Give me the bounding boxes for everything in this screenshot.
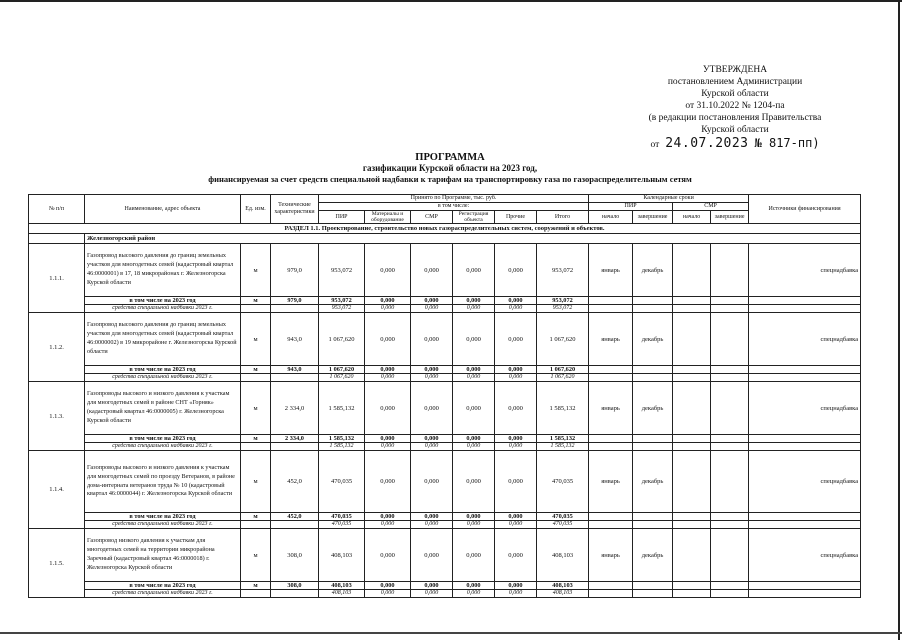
subsidy-blank — [673, 521, 711, 529]
approval-date: 24.07.2023 — [665, 136, 749, 151]
header-incl: в том числе: — [319, 203, 589, 211]
table-row-total — [29, 435, 861, 443]
total-label: в том числе на 2023 год — [85, 513, 241, 521]
subsidy-other: 0,000 — [495, 305, 537, 313]
subsidy-blank — [633, 590, 673, 598]
total-label: в том числе на 2023 год — [85, 297, 241, 305]
approval-line-3: от 31.10.2022 № 1204-па — [685, 101, 785, 111]
total-blank — [749, 582, 861, 590]
row-start: январь — [589, 313, 633, 366]
row-total: 470,035 — [537, 451, 589, 513]
row-source: спецнадбавка — [749, 382, 861, 435]
total-blank — [633, 435, 673, 443]
total-blank — [711, 366, 749, 374]
total-blank — [589, 366, 633, 374]
table-row — [29, 313, 861, 366]
row-smr: 0,000 — [411, 529, 453, 582]
subsidy-blank — [673, 374, 711, 382]
page-border-bottom — [0, 632, 902, 634]
subsidy-blank — [633, 374, 673, 382]
subsidy-smr: 0,000 — [411, 590, 453, 598]
total-other: 0,000 — [495, 582, 537, 590]
total-tech: 308,0 — [271, 582, 319, 590]
row-pir: 953,072 — [319, 244, 365, 297]
row-name: Газопровод высокого давления до границ земельных участков для многодетных семей (кадастровый квартал 46:0000002) в 19 микрорайоне г. Железногорска Курской области — [85, 313, 241, 366]
row-start: январь — [589, 529, 633, 582]
row-tech: 452,0 — [271, 451, 319, 513]
row-smr: 0,000 — [411, 244, 453, 297]
total-materials: 0,000 — [365, 582, 411, 590]
subsidy-total: 470,035 — [537, 521, 589, 529]
total-unit: м — [241, 366, 271, 374]
section-title: РАЗДЕЛ 1.1. Проектирование, строительство новых газораспределительных систем, сооружений и объектов. — [29, 224, 861, 234]
header-start-2: начало — [673, 211, 711, 224]
row-unit: м — [241, 244, 271, 297]
row-unit: м — [241, 529, 271, 582]
table-row-total — [29, 297, 861, 305]
row-tech: 979,0 — [271, 244, 319, 297]
approval-title: УТВЕРЖДЕНА — [702, 65, 768, 75]
approval-line-4: (в редакции постановления Правительства — [648, 113, 822, 123]
table-row-subsidy — [29, 443, 861, 451]
table-row-total — [29, 582, 861, 590]
row-smr: 0,000 — [411, 451, 453, 513]
subsidy-blank — [673, 305, 711, 313]
subsidy-pir: 953,072 — [319, 305, 365, 313]
approval-number: № 817-пп) — [754, 136, 820, 150]
total-tech: 2 334,0 — [271, 435, 319, 443]
approval-line-5: Курской области — [701, 125, 769, 135]
subsidy-smr: 0,000 — [411, 443, 453, 451]
row-tech: 943,0 — [271, 313, 319, 366]
total-total: 470,035 — [537, 513, 589, 521]
total-blank — [589, 582, 633, 590]
total-reg: 0,000 — [453, 513, 495, 521]
row-num: 1.1.5. — [29, 529, 85, 598]
subsidy-materials: 0,000 — [365, 521, 411, 529]
row-smr-end — [711, 244, 749, 297]
approval-line-1: постановлением Администрации — [667, 77, 803, 87]
total-other: 0,000 — [495, 435, 537, 443]
table-row-subsidy — [29, 374, 861, 382]
total-unit: м — [241, 513, 271, 521]
subsidy-pir: 1 067,620 — [319, 374, 365, 382]
district-blank — [29, 234, 85, 244]
row-reg: 0,000 — [453, 244, 495, 297]
subsidy-tech — [271, 443, 319, 451]
row-materials: 0,000 — [365, 313, 411, 366]
total-total: 1 067,620 — [537, 366, 589, 374]
total-smr: 0,000 — [411, 435, 453, 443]
total-blank — [749, 297, 861, 305]
row-total: 408,103 — [537, 529, 589, 582]
table-row-total — [29, 513, 861, 521]
subsidy-blank — [711, 374, 749, 382]
subsidy-blank — [633, 443, 673, 451]
table-row-subsidy — [29, 521, 861, 529]
subsidy-reg: 0,000 — [453, 443, 495, 451]
total-blank — [633, 297, 673, 305]
subsidy-pir: 1 585,132 — [319, 443, 365, 451]
row-start: январь — [589, 451, 633, 513]
total-unit: м — [241, 435, 271, 443]
total-blank — [633, 582, 673, 590]
total-other: 0,000 — [495, 366, 537, 374]
row-pir: 1 585,132 — [319, 382, 365, 435]
row-end: декабрь — [633, 313, 673, 366]
subsidy-blank — [673, 590, 711, 598]
row-num: 1.1.4. — [29, 451, 85, 529]
table-row-subsidy — [29, 590, 861, 598]
header-total: Итого — [537, 211, 589, 224]
row-name: Газопровод низкого давления к участкам для многодетных семей на территории микрорайона Заречный (кадастровый квартал 46:0000018) г. Железногорска Курской области — [85, 529, 241, 582]
total-pir: 408,103 — [319, 582, 365, 590]
total-materials: 0,000 — [365, 435, 411, 443]
approval-date-line — [600, 137, 870, 151]
subsidy-total: 1 067,620 — [537, 374, 589, 382]
subsidy-tech — [271, 305, 319, 313]
row-smr-start — [673, 313, 711, 366]
row-materials: 0,000 — [365, 451, 411, 513]
header-tech: Технические характеристики — [271, 195, 319, 224]
subsidy-materials: 0,000 — [365, 590, 411, 598]
header-end: завершение — [633, 211, 673, 224]
row-total: 1 067,620 — [537, 313, 589, 366]
approval-line-2: Курской области — [701, 89, 769, 99]
row-other: 0,000 — [495, 244, 537, 297]
row-end: декабрь — [633, 529, 673, 582]
total-smr: 0,000 — [411, 513, 453, 521]
page-border-top — [0, 0, 902, 2]
total-total: 1 585,132 — [537, 435, 589, 443]
subsidy-reg: 0,000 — [453, 521, 495, 529]
subsidy-unit — [241, 521, 271, 529]
subsidy-blank — [749, 305, 861, 313]
row-total: 953,072 — [537, 244, 589, 297]
total-smr: 0,000 — [411, 366, 453, 374]
subsidy-blank — [589, 305, 633, 313]
program-title: ПРОГРАММА — [415, 152, 485, 163]
header-end-2: завершение — [711, 211, 749, 224]
total-other: 0,000 — [495, 513, 537, 521]
subsidy-other: 0,000 — [495, 443, 537, 451]
row-materials: 0,000 — [365, 244, 411, 297]
total-blank — [749, 366, 861, 374]
total-tech: 979,0 — [271, 297, 319, 305]
subsidy-label: средства специальной надбавки 2023 г. — [85, 374, 241, 382]
subsidy-blank — [673, 443, 711, 451]
program-subtitle-2: финансируемая за счет средств специальной надбавки к тарифам на транспортировку газа по газораспределительным сетям — [208, 174, 692, 184]
table-row-total — [29, 366, 861, 374]
total-materials: 0,000 — [365, 297, 411, 305]
row-reg: 0,000 — [453, 382, 495, 435]
row-start: январь — [589, 382, 633, 435]
row-end: декабрь — [633, 382, 673, 435]
subsidy-blank — [749, 443, 861, 451]
row-reg: 0,000 — [453, 529, 495, 582]
row-smr-start — [673, 529, 711, 582]
total-unit: м — [241, 582, 271, 590]
row-smr-start — [673, 451, 711, 513]
total-smr: 0,000 — [411, 297, 453, 305]
header-pir: ПИР — [319, 211, 365, 224]
subsidy-blank — [589, 521, 633, 529]
subsidy-unit — [241, 305, 271, 313]
subsidy-smr: 0,000 — [411, 521, 453, 529]
header-other: Прочие — [495, 211, 537, 224]
row-unit: м — [241, 451, 271, 513]
table-row — [29, 451, 861, 513]
gasification-program-table — [28, 194, 861, 598]
program-subtitle: газификации Курской области на 2023 год, — [362, 163, 538, 173]
header-num: № п/п — [29, 195, 85, 224]
row-smr: 0,000 — [411, 382, 453, 435]
total-tech: 452,0 — [271, 513, 319, 521]
total-total: 408,103 — [537, 582, 589, 590]
row-smr-end — [711, 529, 749, 582]
subsidy-blank — [749, 374, 861, 382]
total-blank — [711, 582, 749, 590]
row-smr-end — [711, 382, 749, 435]
subsidy-blank — [711, 443, 749, 451]
total-blank — [749, 435, 861, 443]
row-smr: 0,000 — [411, 313, 453, 366]
header-source: Источники финансирования — [749, 195, 861, 224]
total-label: в том числе на 2023 год — [85, 582, 241, 590]
row-source: спецнадбавка — [749, 451, 861, 513]
total-blank — [711, 435, 749, 443]
header-name: Наименование, адрес объекта — [85, 195, 241, 224]
subsidy-blank — [589, 590, 633, 598]
row-unit: м — [241, 382, 271, 435]
header-cal-smr: СМР — [673, 203, 749, 211]
table-row — [29, 382, 861, 435]
subsidy-blank — [711, 590, 749, 598]
header-smr: СМР — [411, 211, 453, 224]
row-name: Газопроводы высокого и низкого давления к участкам для многодетных семей в районе СНТ «Горняк» (кадастровый квартал 46:0000005) г. Железногорска Курской области — [85, 382, 241, 435]
row-tech: 2 334,0 — [271, 382, 319, 435]
row-pir: 470,035 — [319, 451, 365, 513]
subsidy-label: средства специальной надбавки 2023 г. — [85, 521, 241, 529]
row-other: 0,000 — [495, 313, 537, 366]
page-border-right — [898, 0, 900, 640]
row-pir: 1 067,620 — [319, 313, 365, 366]
row-num: 1.1.1. — [29, 244, 85, 313]
row-start: январь — [589, 244, 633, 297]
subsidy-blank — [589, 443, 633, 451]
total-reg: 0,000 — [453, 582, 495, 590]
subsidy-smr: 0,000 — [411, 374, 453, 382]
row-total: 1 585,132 — [537, 382, 589, 435]
subsidy-unit — [241, 374, 271, 382]
row-source: спецнадбавка — [749, 313, 861, 366]
total-pir: 1 067,620 — [319, 366, 365, 374]
total-blank — [589, 513, 633, 521]
subsidy-tech — [271, 374, 319, 382]
total-pir: 1 585,132 — [319, 435, 365, 443]
subsidy-unit — [241, 590, 271, 598]
subsidy-other: 0,000 — [495, 590, 537, 598]
subsidy-materials: 0,000 — [365, 443, 411, 451]
table-row — [29, 244, 861, 297]
row-reg: 0,000 — [453, 451, 495, 513]
row-smr-start — [673, 382, 711, 435]
header-unit: Ед. изм. — [241, 195, 271, 224]
total-tech: 943,0 — [271, 366, 319, 374]
total-smr: 0,000 — [411, 582, 453, 590]
district-name: Железногорский район — [85, 234, 861, 244]
document-heading — [180, 152, 720, 185]
header-accepted: Принято по Программе, тыс. руб. — [319, 195, 589, 203]
subsidy-pir: 408,103 — [319, 590, 365, 598]
row-source: спецнадбавка — [749, 244, 861, 297]
row-other: 0,000 — [495, 529, 537, 582]
subsidy-tech — [271, 590, 319, 598]
subsidy-other: 0,000 — [495, 374, 537, 382]
total-blank — [673, 297, 711, 305]
total-blank — [633, 366, 673, 374]
header-cal-pir: ПИР — [589, 203, 673, 211]
total-unit: м — [241, 297, 271, 305]
total-materials: 0,000 — [365, 513, 411, 521]
total-materials: 0,000 — [365, 366, 411, 374]
subsidy-smr: 0,000 — [411, 305, 453, 313]
subsidy-blank — [711, 521, 749, 529]
row-name: Газопровод высокого давления до границ земельных участков для многодетных семей (кадастровый квартал 46:0000001) в 17, 18 микрорайонах г. Железногорска Курской области — [85, 244, 241, 297]
subsidy-reg: 0,000 — [453, 590, 495, 598]
row-smr-start — [673, 244, 711, 297]
row-source: спецнадбавка — [749, 529, 861, 582]
total-blank — [711, 297, 749, 305]
subsidy-total: 1 585,132 — [537, 443, 589, 451]
total-blank — [673, 435, 711, 443]
total-blank — [673, 513, 711, 521]
table-row — [29, 529, 861, 582]
total-label: в том числе на 2023 год — [85, 435, 241, 443]
row-smr-end — [711, 451, 749, 513]
row-end: декабрь — [633, 244, 673, 297]
header-reg: Регистрация объекта — [453, 211, 495, 224]
total-blank — [711, 513, 749, 521]
row-materials: 0,000 — [365, 529, 411, 582]
total-blank — [589, 297, 633, 305]
row-num: 1.1.3. — [29, 382, 85, 451]
row-other: 0,000 — [495, 451, 537, 513]
subsidy-label: средства специальной надбавки 2023 г. — [85, 443, 241, 451]
subsidy-blank — [633, 305, 673, 313]
total-pir: 953,072 — [319, 297, 365, 305]
table-row-subsidy — [29, 305, 861, 313]
row-tech: 308,0 — [271, 529, 319, 582]
header-start: начало — [589, 211, 633, 224]
row-end: декабрь — [633, 451, 673, 513]
total-label: в том числе на 2023 год — [85, 366, 241, 374]
row-unit: м — [241, 313, 271, 366]
total-total: 953,072 — [537, 297, 589, 305]
total-blank — [633, 513, 673, 521]
total-reg: 0,000 — [453, 297, 495, 305]
subsidy-materials: 0,000 — [365, 305, 411, 313]
subsidy-label: средства специальной надбавки 2023 г. — [85, 305, 241, 313]
subsidy-blank — [633, 521, 673, 529]
subsidy-total: 953,072 — [537, 305, 589, 313]
total-other: 0,000 — [495, 297, 537, 305]
subsidy-blank — [749, 521, 861, 529]
subsidy-blank — [749, 590, 861, 598]
subsidy-other: 0,000 — [495, 521, 537, 529]
row-pir: 408,103 — [319, 529, 365, 582]
total-blank — [749, 513, 861, 521]
subsidy-label: средства специальной надбавки 2023 г. — [85, 590, 241, 598]
row-other: 0,000 — [495, 382, 537, 435]
subsidy-blank — [711, 305, 749, 313]
subsidy-reg: 0,000 — [453, 305, 495, 313]
header-materials: Материалы и оборудование — [365, 211, 411, 224]
approval-stamp — [600, 64, 870, 151]
subsidy-total: 408,103 — [537, 590, 589, 598]
row-name: Газопроводы высокого и низкого давления к участкам для многодетных семей по проезду Ветеранов, в районе дома-интерната ветеранов труда № 10 (кадастровый квартал 46:0000044) г. Железногорска Курской области — [85, 451, 241, 513]
subsidy-unit — [241, 443, 271, 451]
subsidy-blank — [589, 374, 633, 382]
total-pir: 470,035 — [319, 513, 365, 521]
total-blank — [673, 366, 711, 374]
row-reg: 0,000 — [453, 313, 495, 366]
row-smr-end — [711, 313, 749, 366]
total-blank — [673, 582, 711, 590]
subsidy-pir: 470,035 — [319, 521, 365, 529]
row-num: 1.1.2. — [29, 313, 85, 382]
date-prefix: от — [650, 140, 660, 150]
total-reg: 0,000 — [453, 435, 495, 443]
total-reg: 0,000 — [453, 366, 495, 374]
subsidy-materials: 0,000 — [365, 374, 411, 382]
total-blank — [589, 435, 633, 443]
row-materials: 0,000 — [365, 382, 411, 435]
subsidy-tech — [271, 521, 319, 529]
subsidy-reg: 0,000 — [453, 374, 495, 382]
header-calendar: Календарные сроки — [589, 195, 749, 203]
